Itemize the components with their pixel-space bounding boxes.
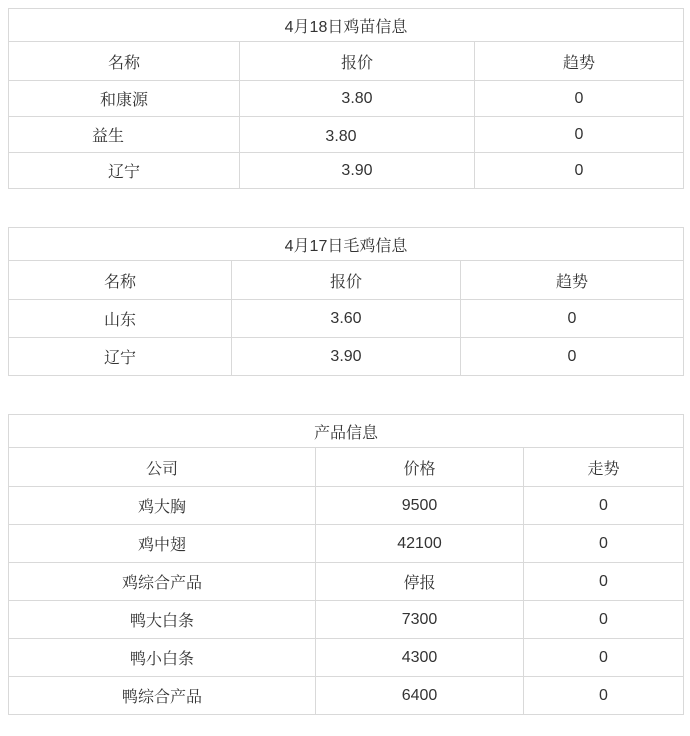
table-row xyxy=(9,601,684,639)
tables-region xyxy=(0,8,690,715)
quote-cell: 3.90 xyxy=(240,153,475,189)
trend-cell: 0 xyxy=(461,338,684,376)
trend-cell: 0 xyxy=(461,300,684,338)
name-cell: 山东 xyxy=(9,300,232,338)
column-header: 公司 xyxy=(9,448,316,487)
price-cell: 4300 xyxy=(316,639,524,677)
company-cell: 鸭大白条 xyxy=(9,601,316,639)
broiler-price-table xyxy=(8,227,684,376)
trend-cell: 0 xyxy=(524,487,684,525)
table-row xyxy=(9,639,684,677)
table-row xyxy=(9,153,684,189)
chick-price-table xyxy=(8,8,684,189)
price-cell: 9500 xyxy=(316,487,524,525)
trend-cell: 0 xyxy=(524,601,684,639)
table-row xyxy=(9,300,684,338)
table-row xyxy=(9,525,684,563)
table-row xyxy=(9,117,684,153)
company-cell: 鸡中翅 xyxy=(9,525,316,563)
price-cell: 停报 xyxy=(316,563,524,601)
price-cell: 6400 xyxy=(316,677,524,715)
company-cell: 鸡综合产品 xyxy=(9,563,316,601)
price-report-page xyxy=(0,8,690,715)
table-title: 产品信息 xyxy=(9,415,684,448)
company-cell: 鸭综合产品 xyxy=(9,677,316,715)
column-header: 趋势 xyxy=(461,261,684,300)
trend-cell: 0 xyxy=(475,81,684,117)
column-header: 趋势 xyxy=(475,42,684,81)
table-title-row xyxy=(9,228,684,261)
trend-cell: 0 xyxy=(475,153,684,189)
name-cell: 益生 xyxy=(9,117,240,153)
trend-cell: 0 xyxy=(524,525,684,563)
trend-cell: 0 xyxy=(524,639,684,677)
trend-cell: 0 xyxy=(524,563,684,601)
column-header: 报价 xyxy=(232,261,461,300)
name-cell: 辽宁 xyxy=(9,338,232,376)
company-cell: 鸭小白条 xyxy=(9,639,316,677)
price-cell: 42100 xyxy=(316,525,524,563)
company-cell: 鸡大胸 xyxy=(9,487,316,525)
table-row xyxy=(9,677,684,715)
column-header: 报价 xyxy=(240,42,475,81)
table-header-row xyxy=(9,448,684,487)
table-title-row xyxy=(9,9,684,42)
product-price-table xyxy=(8,414,684,715)
quote-cell: 3.80 xyxy=(240,117,475,153)
table-title: 4月17日毛鸡信息 xyxy=(9,228,684,261)
name-cell: 和康源 xyxy=(9,81,240,117)
trend-cell: 0 xyxy=(475,117,684,153)
table-row xyxy=(9,81,684,117)
quote-cell: 3.60 xyxy=(232,300,461,338)
table-title: 4月18日鸡苗信息 xyxy=(9,9,684,42)
table-header-row xyxy=(9,42,684,81)
quote-cell: 3.90 xyxy=(232,338,461,376)
trend-cell: 0 xyxy=(524,677,684,715)
column-header: 走势 xyxy=(524,448,684,487)
name-cell: 辽宁 xyxy=(9,153,240,189)
table-row xyxy=(9,338,684,376)
table-row xyxy=(9,487,684,525)
quote-cell: 3.80 xyxy=(240,81,475,117)
column-header: 名称 xyxy=(9,261,232,300)
price-cell: 7300 xyxy=(316,601,524,639)
table-header-row xyxy=(9,261,684,300)
column-header: 名称 xyxy=(9,42,240,81)
table-title-row xyxy=(9,415,684,448)
column-header: 价格 xyxy=(316,448,524,487)
table-row xyxy=(9,563,684,601)
